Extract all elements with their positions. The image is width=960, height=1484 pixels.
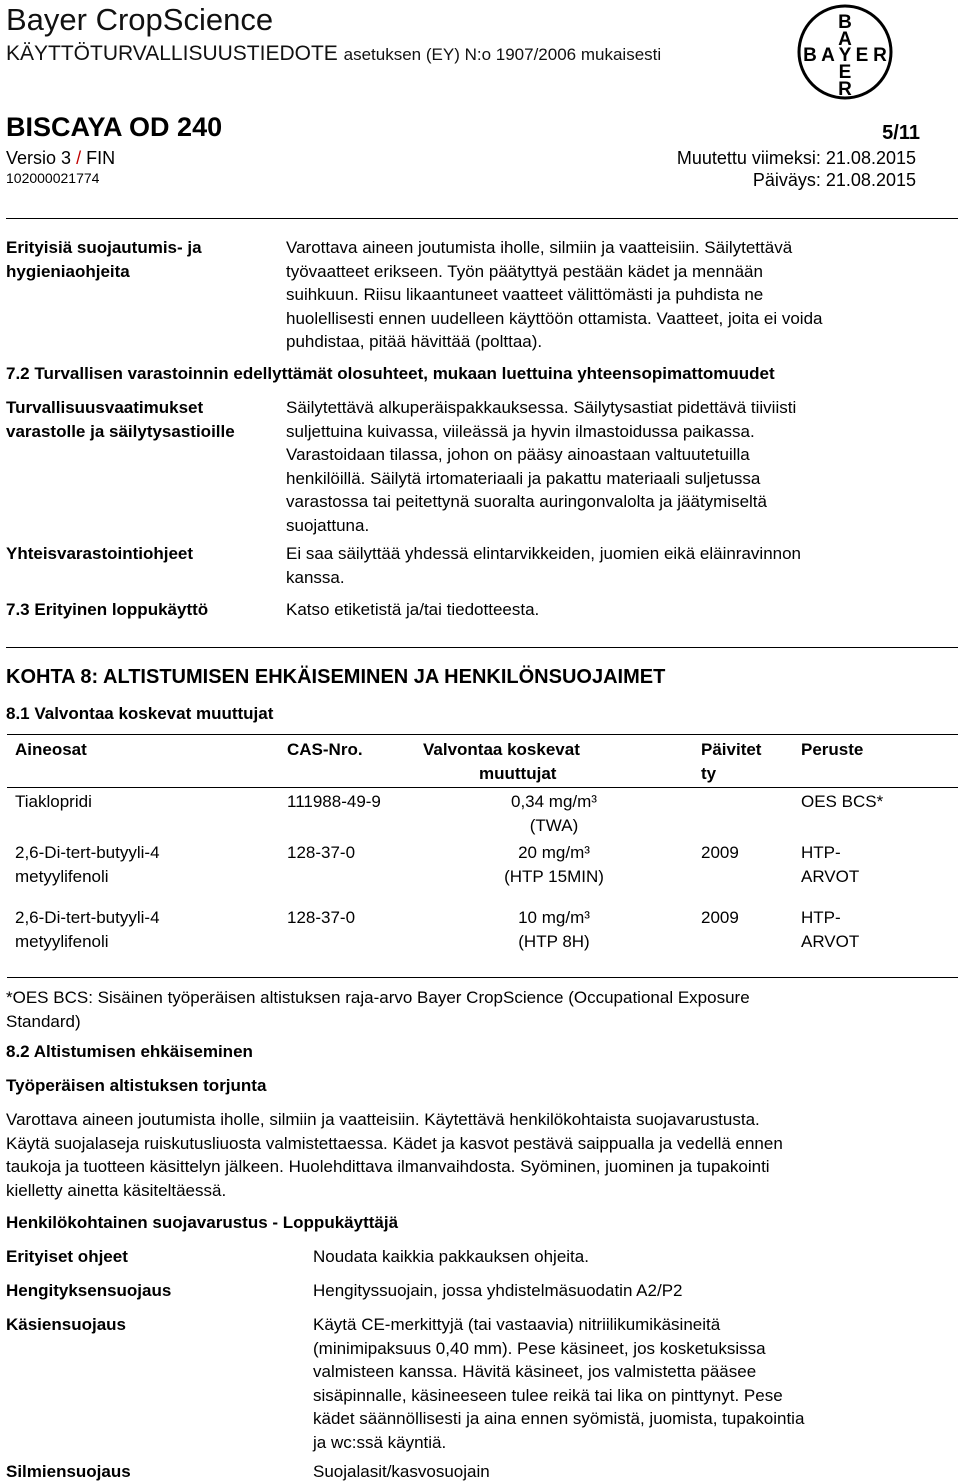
header-line: muuttujat [479, 763, 557, 783]
joint-storage-label: Yhteisvarastointiohjeet [6, 544, 194, 563]
cell-basis [793, 904, 958, 978]
cell-line: (TWA) [529, 815, 579, 835]
joint-storage-text [286, 542, 801, 589]
version-number: 3 [61, 148, 72, 168]
logo-letter: R [873, 45, 887, 66]
cell-line: Tiaklopridi [15, 792, 92, 811]
cell-cas: 128-37-0 [279, 904, 415, 978]
cell-cas: 111988-49-9 [287, 792, 381, 811]
text-line: suljettuina kuivassa, viileässä ja hyvin ilmastoidussa paikassa. [286, 421, 755, 441]
logo-letter: R [838, 79, 852, 100]
header-divider [6, 218, 958, 219]
section-8-1-heading: 8.1 Valvontaa koskevat muuttujat [6, 704, 274, 723]
cell-line: metyylifenoli [15, 866, 109, 886]
cell-line: 20 mg/m³ [518, 843, 590, 862]
text-line: Varottava aineen joutumista iholle, silmiin ja vaatteisiin. Käytettävä henkilökohtaista suojavarustusta. [6, 1110, 760, 1129]
section-divider [6, 647, 958, 648]
text-line: kielletty ainetta käsiteltäessä. [6, 1180, 227, 1200]
logo-letter: B [838, 12, 852, 33]
logo-letter: E [855, 45, 869, 66]
hand-protection-label: Käsiensuojaus [6, 1315, 126, 1334]
exposure-control-text [6, 1108, 783, 1202]
issue-date: Päiväys: 21.08.2015 [752, 170, 916, 190]
cell-basis: OES BCS* [801, 792, 884, 811]
cell-line: 2,6-Di-tert-butyyli-4 [15, 843, 160, 862]
cell-basis [793, 839, 958, 890]
sds-title: KÄYTTÖTURVALLISUUSTIEDOTE [6, 42, 338, 65]
exposure-limits-table [7, 734, 958, 978]
header-substance: Aineosat [7, 735, 279, 788]
cell-line: metyylifenoli [15, 931, 109, 951]
header-line: ty [701, 763, 717, 783]
document-title [6, 42, 661, 66]
page-number: 5/11 [882, 122, 920, 144]
text-line: Käytä suojalaseja ruiskutusliuosta valmistettaessa. Kädet ja kasvot pestävä saippualla ja vedellä ennen [6, 1133, 783, 1153]
cell-substance [7, 904, 279, 978]
special-instructions-label: Erityiset ohjeet [6, 1247, 128, 1266]
header-line: Valvontaa koskevat [423, 740, 580, 759]
text-line: kädet säännöllisesti ja aina ennen syömistä, juomista, tupakointia [313, 1409, 805, 1428]
header-basis: Peruste [793, 735, 958, 788]
header-parameters [415, 735, 693, 788]
logo-letter: B [803, 45, 817, 66]
version-line [6, 148, 115, 169]
language-code: FIN [86, 148, 116, 168]
exposure-control-heading: Työperäisen altistuksen torjunta [6, 1076, 267, 1095]
cell-updated: 2009 [693, 904, 793, 978]
eye-protection-label: Silmiensuojaus [6, 1462, 131, 1481]
header-updated [693, 735, 793, 788]
cell-line: (HTP 8H) [518, 931, 590, 951]
logo-letter: A [821, 45, 835, 66]
text-line: Varottava aineen joutumista iholle, silmiin ja vaatteisiin. Säilytettävä [286, 238, 793, 257]
ppe-heading: Henkilökohtainen suojavarustus - Loppukäyttäjä [6, 1213, 399, 1232]
table-header-row [7, 735, 958, 788]
text-line: valmisteen kanssa. Hävitä käsineet, jos valmistetta pääsee [313, 1362, 757, 1381]
cell-cas: 128-37-0 [287, 843, 356, 862]
cell-line: 0,34 mg/m³ [511, 792, 597, 811]
text-line: varastossa tai peitettynä suoralta auringonvalolta ja jäätymiseltä [286, 492, 767, 511]
cell-line: HTP- [801, 843, 841, 862]
product-name: BISCAYA OD 240 [6, 112, 223, 142]
hygiene-text [286, 236, 822, 354]
hygiene-label [6, 236, 202, 283]
header-cas: CAS-Nro. [279, 735, 415, 788]
document-code: 102000021774 [6, 170, 100, 186]
company-name: Bayer CropScience [6, 2, 274, 37]
version-separator: / [71, 148, 87, 168]
text-line: suojattuna. [286, 515, 370, 535]
table-row [7, 839, 958, 890]
section-8-2-heading: 8.2 Altistumisen ehkäiseminen [6, 1042, 253, 1061]
cell-value [415, 904, 693, 978]
cell-substance [7, 788, 279, 840]
label-line: varastolle ja säilytysastioille [6, 421, 235, 441]
text-line: henkilöillä. Säilytä irtomateriaali ja pakattu materiaali suljetussa [286, 468, 761, 488]
footnote [6, 986, 750, 1033]
text-line: suihkuun. Riisu likaantuneet vaatteet välittömästi ja puhdista ne [286, 285, 764, 304]
cell-line: 2,6-Di-tert-butyyli-4 [15, 908, 160, 927]
text-line: Ei saa säilyttää yhdessä elintarvikkeiden, juomien eikä eläinravinnon [286, 544, 802, 563]
section-7-3-heading: 7.3 Erityinen loppukäyttö [6, 600, 209, 619]
special-instructions-text: Noudata kaikkia pakkauksen ohjeita. [313, 1247, 589, 1266]
version-label: Versio [6, 148, 57, 168]
text-line: Säilytettävä alkuperäispakkauksessa. Säilytysastiat pidettävä tiiviisti [286, 398, 797, 417]
table-row [7, 904, 958, 978]
cell-value [415, 788, 693, 840]
table-row [7, 788, 958, 840]
section-7-3-text: Katso etiketistä ja/tai tiedotteesta. [286, 600, 540, 619]
cell-line: ARVOT [801, 931, 860, 951]
regulation-text: asetuksen (EY) N:o 1907/2006 mukaisesti [343, 45, 662, 64]
text-line: taukoja ja tuotteen käsittelyn jälkeen. Huolehdittava ilmanvaihdosta. Syöminen, juominen ja tupakointi [6, 1157, 770, 1176]
eye-protection-text: Suojalasit/kasvosuojain [313, 1462, 490, 1481]
section-8-heading: KOHTA 8: ALTISTUMISEN EHKÄISEMINEN JA HENKILÖNSUOJAIMET [6, 666, 666, 688]
text-line: huolellisesti ennen uudelleen käyttöön ottamista. Vaatteet, joita ei voida [286, 308, 823, 328]
cell-line: 10 mg/m³ [518, 908, 590, 927]
text-line: sisäpinnalle, käsineeseen tulee reikä tai lika on pinttynyt. Pese [313, 1385, 783, 1405]
respiratory-protection-label: Hengityksensuojaus [6, 1281, 172, 1300]
storage-requirements-text [286, 396, 796, 537]
respiratory-protection-text: Hengityssuojain, jossa yhdistelmäsuodatin A2/P2 [313, 1281, 683, 1300]
cell-value [415, 839, 693, 890]
logo-letter: A [838, 29, 852, 50]
label-line: Turvallisuusvaatimukset [6, 398, 204, 417]
logo-letter: E [838, 62, 852, 83]
text-line: Standard) [6, 1011, 81, 1031]
hygiene-label-line: hygieniaohjeita [6, 261, 130, 281]
text-line: Käytä CE-merkittyjä (tai vastaavia) nitriilikumikäsineitä [313, 1315, 721, 1334]
storage-requirements-label [6, 396, 235, 443]
text-line: puhdistaa, pitää hävittää (polttaa). [286, 332, 543, 351]
cell-updated [693, 788, 793, 840]
bayer-cross-logo [795, 2, 895, 102]
logo-letter: Y [838, 45, 852, 66]
header-line: Päivitet [701, 740, 762, 759]
text-line: työvaatteet erikseen. Työn päätyttyä pestään kädet ja mennään [286, 261, 763, 281]
text-line: *OES BCS: Sisäinen työperäisen altistuksen raja-arvo Bayer CropScience (Occupational Exposure [6, 988, 750, 1007]
cell-line: ARVOT [801, 866, 860, 886]
section-7-2-heading: 7.2 Turvallisen varastoinnin edellyttämät olosuhteet, mukaan luettuina yhteensopimattomuudet [6, 364, 775, 383]
table-row-spacer [7, 890, 958, 904]
modified-date: Muutettu viimeksi: 21.08.2015 [676, 148, 916, 168]
cell-line: (HTP 15MIN) [504, 866, 604, 886]
cell-line: HTP- [801, 908, 841, 927]
text-line: kanssa. [286, 567, 345, 587]
hand-protection-text [313, 1313, 804, 1454]
cell-updated: 2009 [701, 843, 739, 862]
text-line: ja wc:ssä käyntiä. [313, 1432, 447, 1452]
cell-substance [7, 839, 279, 890]
text-line: (minimipaksuus 0,40 mm). Pese käsineet, jos kosketuksissa [313, 1338, 766, 1358]
text-line: Varastoidaan tilassa, johon on pääsy ainoastaan valtuutetuilla [286, 445, 750, 464]
hygiene-label-line: Erityisiä suojautumis- ja [6, 238, 202, 257]
